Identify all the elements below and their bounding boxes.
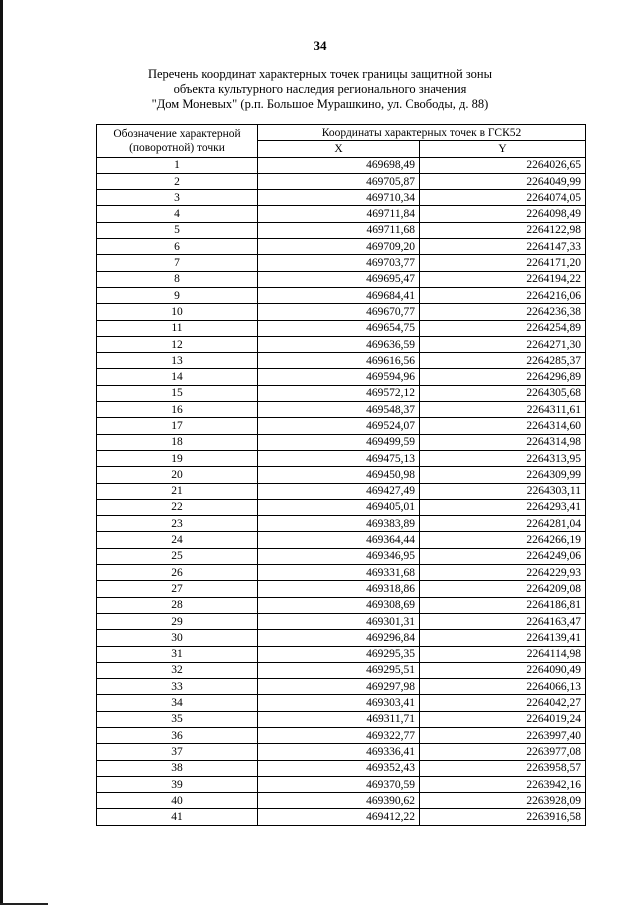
x-coordinate-cell: 469296,84 [258, 630, 420, 646]
point-number-cell: 10 [97, 304, 258, 320]
table-row [97, 760, 586, 776]
table-row [97, 548, 586, 564]
point-number-cell: 12 [97, 336, 258, 352]
y-coordinate-cell: 2264271,30 [420, 336, 586, 352]
table-row [97, 467, 586, 483]
table-row [97, 434, 586, 450]
point-number-cell: 5 [97, 222, 258, 238]
header-x: X [258, 141, 420, 157]
x-coordinate-cell: 469295,51 [258, 662, 420, 678]
table-header [97, 125, 586, 158]
y-coordinate-cell: 2264314,98 [420, 434, 586, 450]
header-y: Y [420, 141, 586, 157]
x-coordinate-cell: 469499,59 [258, 434, 420, 450]
point-number-cell: 18 [97, 434, 258, 450]
x-coordinate-cell: 469297,98 [258, 679, 420, 695]
x-coordinate-cell: 469364,44 [258, 532, 420, 548]
y-coordinate-cell: 2264254,89 [420, 320, 586, 336]
y-coordinate-cell: 2264314,60 [420, 418, 586, 434]
x-coordinate-cell: 469698,49 [258, 157, 420, 173]
table-row [97, 173, 586, 189]
header-point-label: Обозначение характерной (поворотной) точки [97, 125, 258, 158]
table-row [97, 711, 586, 727]
point-number-cell: 33 [97, 679, 258, 695]
table-row [97, 402, 586, 418]
point-number-cell: 17 [97, 418, 258, 434]
x-coordinate-cell: 469412,22 [258, 809, 420, 825]
y-coordinate-cell: 2264266,19 [420, 532, 586, 548]
table-row [97, 809, 586, 825]
point-number-cell: 36 [97, 727, 258, 743]
table-row [97, 516, 586, 532]
x-coordinate-cell: 469427,49 [258, 483, 420, 499]
table-row [97, 271, 586, 287]
table-row [97, 320, 586, 336]
x-coordinate-cell: 469346,95 [258, 548, 420, 564]
x-coordinate-cell: 469311,71 [258, 711, 420, 727]
x-coordinate-cell: 469450,98 [258, 467, 420, 483]
coordinates-table [96, 124, 586, 826]
table-row [97, 206, 586, 222]
x-coordinate-cell: 469654,75 [258, 320, 420, 336]
point-number-cell: 2 [97, 173, 258, 189]
table-row [97, 744, 586, 760]
point-number-cell: 37 [97, 744, 258, 760]
table-row [97, 287, 586, 303]
x-coordinate-cell: 469710,34 [258, 190, 420, 206]
x-coordinate-cell: 469352,43 [258, 760, 420, 776]
table-row [97, 630, 586, 646]
table-row [97, 304, 586, 320]
y-coordinate-cell: 2264042,27 [420, 695, 586, 711]
y-coordinate-cell: 2263916,58 [420, 809, 586, 825]
y-coordinate-cell: 2264311,61 [420, 402, 586, 418]
point-number-cell: 1 [97, 157, 258, 173]
y-coordinate-cell: 2264114,98 [420, 646, 586, 662]
header-coords-label: Координаты характерных точек в ГСК52 [258, 125, 586, 141]
point-number-cell: 34 [97, 695, 258, 711]
point-number-cell: 15 [97, 385, 258, 401]
point-number-cell: 39 [97, 776, 258, 792]
table-row [97, 565, 586, 581]
y-coordinate-cell: 2264139,41 [420, 630, 586, 646]
table-row [97, 662, 586, 678]
scan-edge-left [0, 0, 3, 905]
table-row [97, 483, 586, 499]
y-coordinate-cell: 2264313,95 [420, 450, 586, 466]
x-coordinate-cell: 469301,31 [258, 613, 420, 629]
x-coordinate-cell: 469670,77 [258, 304, 420, 320]
x-coordinate-cell: 469336,41 [258, 744, 420, 760]
point-number-cell: 16 [97, 402, 258, 418]
x-coordinate-cell: 469616,56 [258, 353, 420, 369]
y-coordinate-cell: 2264236,38 [420, 304, 586, 320]
x-coordinate-cell: 469475,13 [258, 450, 420, 466]
y-coordinate-cell: 2264074,05 [420, 190, 586, 206]
table-row [97, 597, 586, 613]
y-coordinate-cell: 2264026,65 [420, 157, 586, 173]
table-row [97, 679, 586, 695]
point-number-cell: 25 [97, 548, 258, 564]
table-row [97, 385, 586, 401]
point-number-cell: 22 [97, 499, 258, 515]
x-coordinate-cell: 469303,41 [258, 695, 420, 711]
point-number-cell: 38 [97, 760, 258, 776]
y-coordinate-cell: 2264229,93 [420, 565, 586, 581]
y-coordinate-cell: 2264171,20 [420, 255, 586, 271]
y-coordinate-cell: 2264194,22 [420, 271, 586, 287]
y-coordinate-cell: 2264186,81 [420, 597, 586, 613]
x-coordinate-cell: 469684,41 [258, 287, 420, 303]
point-number-cell: 13 [97, 353, 258, 369]
x-coordinate-cell: 469308,69 [258, 597, 420, 613]
y-coordinate-cell: 2264049,99 [420, 173, 586, 189]
y-coordinate-cell: 2263928,09 [420, 793, 586, 809]
y-coordinate-cell: 2263977,08 [420, 744, 586, 760]
table-row [97, 353, 586, 369]
table-row [97, 613, 586, 629]
y-coordinate-cell: 2264281,04 [420, 516, 586, 532]
y-coordinate-cell: 2264019,24 [420, 711, 586, 727]
y-coordinate-cell: 2264285,37 [420, 353, 586, 369]
table-row [97, 581, 586, 597]
x-coordinate-cell: 469572,12 [258, 385, 420, 401]
point-number-cell: 7 [97, 255, 258, 271]
y-coordinate-cell: 2264090,49 [420, 662, 586, 678]
y-coordinate-cell: 2264303,11 [420, 483, 586, 499]
x-coordinate-cell: 469695,47 [258, 271, 420, 287]
x-coordinate-cell: 469703,77 [258, 255, 420, 271]
title-line: объекта культурного наследия регионального значения [173, 82, 467, 96]
y-coordinate-cell: 2264163,47 [420, 613, 586, 629]
table-row [97, 727, 586, 743]
y-coordinate-cell: 2264216,06 [420, 287, 586, 303]
page-number: 34 [313, 38, 327, 53]
point-number-cell: 23 [97, 516, 258, 532]
table-row [97, 793, 586, 809]
x-coordinate-cell: 469711,84 [258, 206, 420, 222]
point-number-cell: 21 [97, 483, 258, 499]
y-coordinate-cell: 2264066,13 [420, 679, 586, 695]
point-number-cell: 9 [97, 287, 258, 303]
x-coordinate-cell: 469548,37 [258, 402, 420, 418]
y-coordinate-cell: 2264147,33 [420, 239, 586, 255]
x-coordinate-cell: 469709,20 [258, 239, 420, 255]
table-row [97, 222, 586, 238]
y-coordinate-cell: 2263958,57 [420, 760, 586, 776]
table-row [97, 255, 586, 271]
point-number-cell: 24 [97, 532, 258, 548]
point-number-cell: 8 [97, 271, 258, 287]
x-coordinate-cell: 469331,68 [258, 565, 420, 581]
point-number-cell: 19 [97, 450, 258, 466]
y-coordinate-cell: 2264098,49 [420, 206, 586, 222]
y-coordinate-cell: 2264249,06 [420, 548, 586, 564]
y-coordinate-cell: 2264296,89 [420, 369, 586, 385]
point-number-cell: 20 [97, 467, 258, 483]
y-coordinate-cell: 2264309,99 [420, 467, 586, 483]
x-coordinate-cell: 469636,59 [258, 336, 420, 352]
point-number-cell: 27 [97, 581, 258, 597]
point-number-cell: 3 [97, 190, 258, 206]
point-number-cell: 32 [97, 662, 258, 678]
y-coordinate-cell: 2264293,41 [420, 499, 586, 515]
point-number-cell: 40 [97, 793, 258, 809]
y-coordinate-cell: 2263942,16 [420, 776, 586, 792]
y-coordinate-cell: 2263997,40 [420, 727, 586, 743]
title-line: Перечень координат характерных точек границы защитной зоны [147, 67, 493, 81]
table-row [97, 369, 586, 385]
table-row [97, 532, 586, 548]
point-number-cell: 6 [97, 239, 258, 255]
table-row [97, 646, 586, 662]
x-coordinate-cell: 469318,86 [258, 581, 420, 597]
x-coordinate-cell: 469705,87 [258, 173, 420, 189]
table-body [97, 157, 586, 825]
x-coordinate-cell: 469711,68 [258, 222, 420, 238]
x-coordinate-cell: 469322,77 [258, 727, 420, 743]
point-number-cell: 35 [97, 711, 258, 727]
table-row [97, 776, 586, 792]
y-coordinate-cell: 2264209,08 [420, 581, 586, 597]
table-row [97, 157, 586, 173]
x-coordinate-cell: 469295,35 [258, 646, 420, 662]
point-number-cell: 26 [97, 565, 258, 581]
y-coordinate-cell: 2264122,98 [420, 222, 586, 238]
table-row [97, 499, 586, 515]
point-number-cell: 11 [97, 320, 258, 336]
point-number-cell: 29 [97, 613, 258, 629]
table-row [97, 336, 586, 352]
table-row [97, 418, 586, 434]
point-number-cell: 14 [97, 369, 258, 385]
point-number-cell: 30 [97, 630, 258, 646]
table-row [97, 695, 586, 711]
x-coordinate-cell: 469383,89 [258, 516, 420, 532]
table-row [97, 239, 586, 255]
document-title [100, 67, 540, 112]
table-row [97, 450, 586, 466]
x-coordinate-cell: 469405,01 [258, 499, 420, 515]
y-coordinate-cell: 2264305,68 [420, 385, 586, 401]
table-row [97, 190, 586, 206]
x-coordinate-cell: 469390,62 [258, 793, 420, 809]
x-coordinate-cell: 469524,07 [258, 418, 420, 434]
point-number-cell: 31 [97, 646, 258, 662]
title-line: "Дом Моневых" (р.п. Большое Мурашкино, ул. Свободы, д. 88) [151, 97, 489, 111]
point-number-cell: 41 [97, 809, 258, 825]
x-coordinate-cell: 469594,96 [258, 369, 420, 385]
x-coordinate-cell: 469370,59 [258, 776, 420, 792]
point-number-cell: 28 [97, 597, 258, 613]
point-number-cell: 4 [97, 206, 258, 222]
